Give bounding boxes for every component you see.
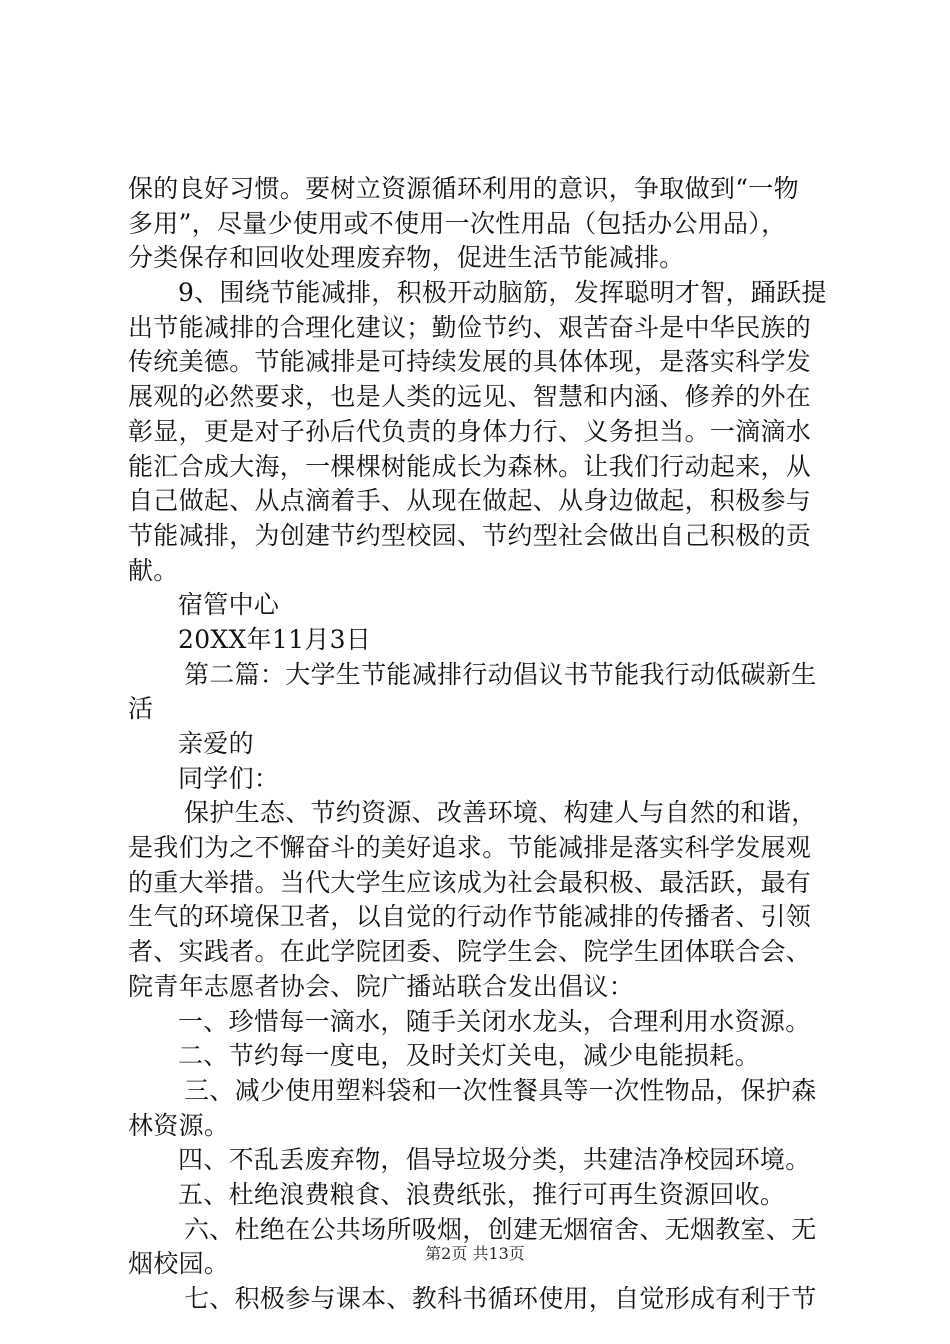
list-item: 五、杜绝浪费粮食、浪费纸张，推行可再生资源回收。: [178, 1179, 786, 1209]
text-line: 保的良好习惯。要树立资源循环利用的意识，争取做到“一物: [128, 174, 799, 203]
text-line: 能汇合成大海，一棵棵树能成长为森林。让我们行动起来，从: [128, 451, 812, 481]
list-item: 三、减少使用塑料袋和一次性餐具等一次性物品，保护森: [184, 1075, 817, 1105]
list-item: 一、珍惜每一滴水，随手关闭水龙头，合理利用水资源。: [178, 1006, 811, 1036]
text-line: 保护生态、节约资源、改善环境、构建人与自然的和谐，: [184, 798, 817, 828]
salutation: 亲爱的: [178, 729, 254, 758]
list-item-cont: 林资源。: [128, 1110, 230, 1140]
document-body: [128, 172, 830, 1317]
signature-date: 20XX年11月3日: [178, 624, 372, 654]
text-line: 节能减排，为创建节约型校园、节约型社会做出自己积极的贡: [128, 520, 812, 550]
text-line: 彰显，更是对子孙后代负责的身体力行、义务担当。一滴滴水: [128, 416, 812, 446]
text-line: 献。: [128, 555, 179, 585]
text-line: 分类保存和回收处理废弃物，促进生活节能减排。: [128, 243, 685, 273]
page-number: 第2页 共13页: [425, 1244, 525, 1263]
text-line: 传统美德。节能减排是可持续发展的具体体现，是落实科学发: [128, 347, 812, 377]
text-line: 院青年志愿者协会、院广播站联合发出倡议：: [128, 971, 635, 1001]
text-line: 9、围绕节能减排，积极开动脑筋，发挥聪明才智，踊跃提: [178, 278, 827, 308]
text-line: 出节能减排的合理化建议；勤俭节约、艰苦奋斗是中华民族的: [128, 312, 812, 342]
salutation: 同学们：: [178, 763, 280, 793]
text-line: 展观的必然要求，也是人类的远见、智慧和内涵、修养的外在: [128, 382, 812, 412]
list-item: 七、积极参与课本、教科书循环使用，自觉形成有利于节: [184, 1284, 817, 1313]
text-line: 生气的环境保卫者，以自觉的行动作节能减排的传播者、引领: [128, 902, 812, 932]
section-heading-cont: 活: [128, 694, 154, 724]
text-line: 的重大举措。当代大学生应该成为社会最积极、最活跃，最有: [128, 867, 812, 897]
signature-org: 宿管中心: [178, 590, 280, 620]
section-heading: 第二篇：大学生节能减排行动倡议书节能我行动低碳新生: [184, 659, 817, 689]
text-line: 者、实践者。在此学院团委、院学生会、院学生团体联合会、: [128, 937, 812, 967]
list-item: 二、节约每一度电，及时关灯关电，减少电能损耗。: [178, 1041, 760, 1071]
text-line: 自己做起、从点滴着手、从现在做起、从身边做起，积极参与: [128, 486, 812, 516]
list-item: 六、杜绝在公共场所吸烟，创建无烟宿舍、无烟教室、无: [184, 1214, 817, 1244]
text-line: 多用”，尽量少使用或不使用一次性用品（包括办公用品），: [128, 208, 787, 238]
list-item: 四、不乱丢废弃物，倡导垃圾分类，共建洁净校园环境。: [178, 1145, 811, 1175]
text-line: 是我们为之不懈奋斗的美好追求。节能减排是落实科学发展观: [128, 833, 812, 863]
list-item-cont: 烟校园。: [128, 1249, 230, 1279]
